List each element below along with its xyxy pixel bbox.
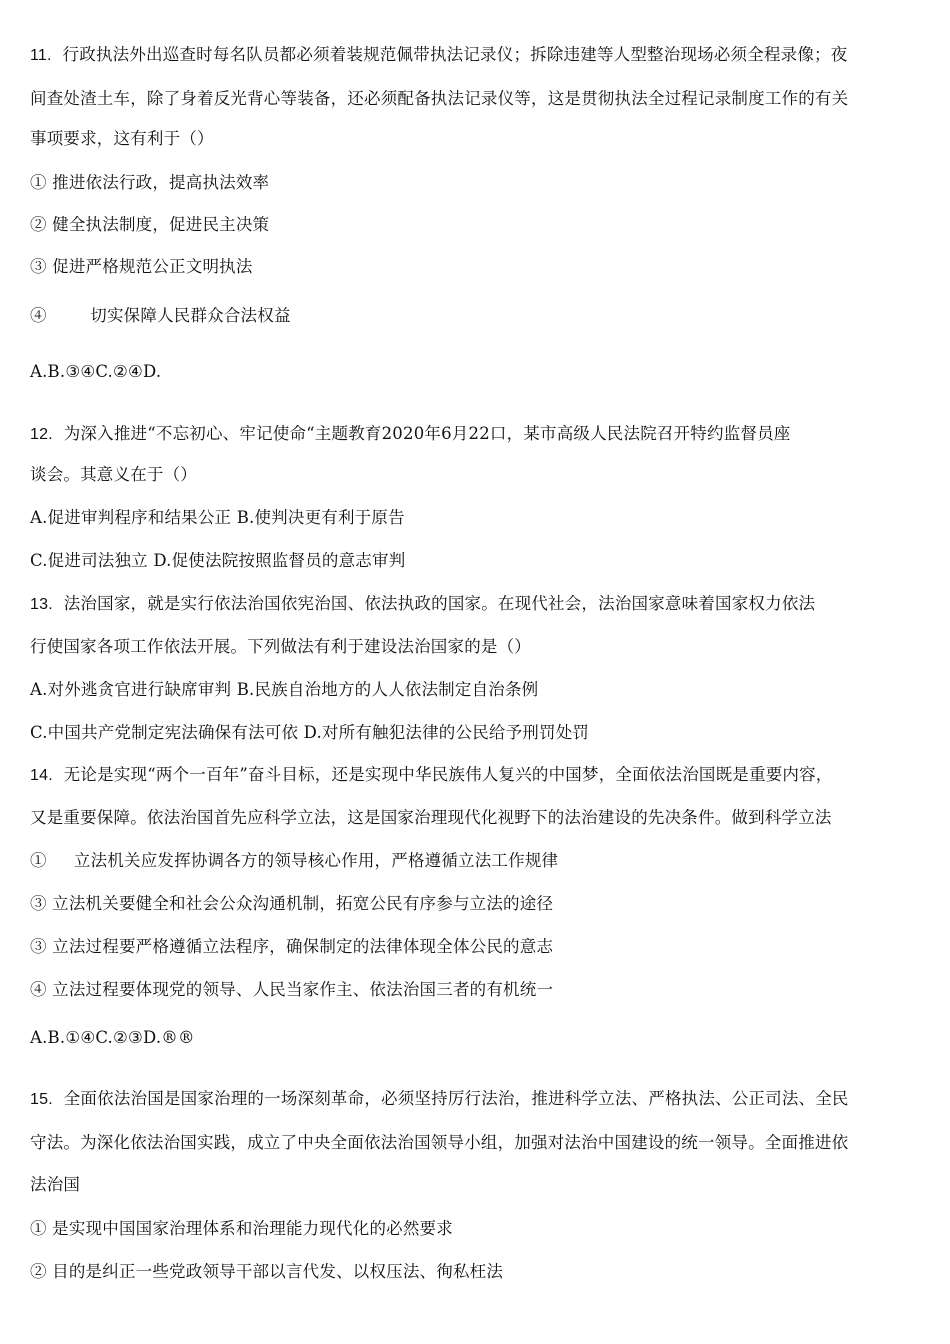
q14-option-2: ③ 立法机关要健全和社会公众沟通机制，拓宽公民有序参与立法的途径: [30, 894, 554, 913]
q12-stem-line-1: 12. 为深入推进“不忘初心、牢记使命“主题教育2020年6月22口，某市高级人民法院召开特约监督员座: [30, 424, 791, 443]
q15-option-1: ① 是实现中国国家治理体系和治理能力现代化的必然要求: [30, 1219, 453, 1238]
q14-option-1: ① 立法机关应发挥协调各方的领导核心作用，严格遵循立法工作规律: [30, 851, 559, 870]
q12-answers-line-1: A.促进审判程序和结果公正 B.使判决更有利于原告: [30, 508, 405, 527]
q15-stem-line-3: 法治国: [30, 1175, 81, 1194]
q12-answers-line-2: C.促进司法独立 D.促使法院按照监督员的意志审判: [30, 551, 406, 570]
q11-option-3: ③ 促进严格规范公正文明执法: [30, 257, 253, 276]
q15-stem-line-2: 守法。为深化依法治国实践，成立了中央全面依法治国领导小组，加强对法治中国建设的统一领导。全面推进依: [30, 1133, 849, 1152]
q14-answers: A.B.①④C.②③D.®®: [30, 1028, 195, 1047]
q15-number: 15.: [30, 1091, 53, 1108]
q15-stem-line-1: 15. 全面依法治国是国家治理的一场深刻革命，必须坚持厉行法治，推进科学立法、严格执法、公正司法、全民: [30, 1089, 849, 1108]
q11-option-1: ① 推进依法行政，提高执法效率: [30, 173, 270, 192]
q14-stem-line-2: 又是重要保障。依法治国首先应科学立法，这是国家治理现代化视野下的法治建设的先决条件。做到科学立法: [30, 808, 832, 827]
q13-answers-line-1: A.对外逃贪官进行缺席审判 B.民族自治地方的人人依法制定自治条例: [30, 680, 539, 699]
q11-answers: A.B.③④C.②④D.: [30, 362, 162, 381]
q11-number: 11.: [30, 47, 52, 64]
q11-stem-line-3: 事项要求，这有利于（）: [30, 129, 214, 148]
q11-stem-line-1: 11. 行政执法外出巡查时每名队员都必须着装规范佩带执法记录仪；拆除违建等人型整治现场必须全程录像；夜: [30, 45, 848, 64]
q13-number: 13.: [30, 596, 53, 613]
q11-option-4: ④ 切实保障人民群众合法权益: [30, 306, 291, 325]
q12-number: 12.: [30, 426, 53, 443]
q15-option-2: ② 目的是纠正一些党政领导干部以言代发、以权压法、徇私枉法: [30, 1262, 504, 1281]
q14-option-3: ③ 立法过程要严格遵循立法程序，确保制定的法律体现全体公民的意志: [30, 937, 554, 956]
q14-stem-line-1: 14. 无论是实现“两个一百年”奋斗目标，还是实现中华民族伟人复兴的中国梦，全面依法治国既是重要内容，: [30, 765, 833, 784]
q14-number: 14.: [30, 767, 53, 784]
q13-stem-line-2: 行使国家各项工作依法开展。下列做法有利于建设法治国家的是（）: [30, 637, 531, 656]
q13-answers-line-2: C.中国共产党制定宪法确保有法可依 D.对所有触犯法律的公民给予刑罚处罚: [30, 723, 590, 742]
q12-stem-line-2: 谈会。其意义在于（）: [30, 465, 197, 484]
q11-stem-line-2: 间查处渣土车，除了身着反光背心等装备，还必须配备执法记录仪等，这是贯彻执法全过程记录制度工作的有关: [30, 89, 849, 108]
q14-option-4: ④ 立法过程要体现党的领导、人民当家作主、依法治国三者的有机统一: [30, 980, 554, 999]
q13-stem-line-1: 13. 法治国家，就是实行依法治国依宪治国、依法执政的国家。在现代社会，法治国家意味着国家权力依法: [30, 594, 816, 613]
q11-option-2: ② 健全执法制度，促进民主决策: [30, 215, 270, 234]
